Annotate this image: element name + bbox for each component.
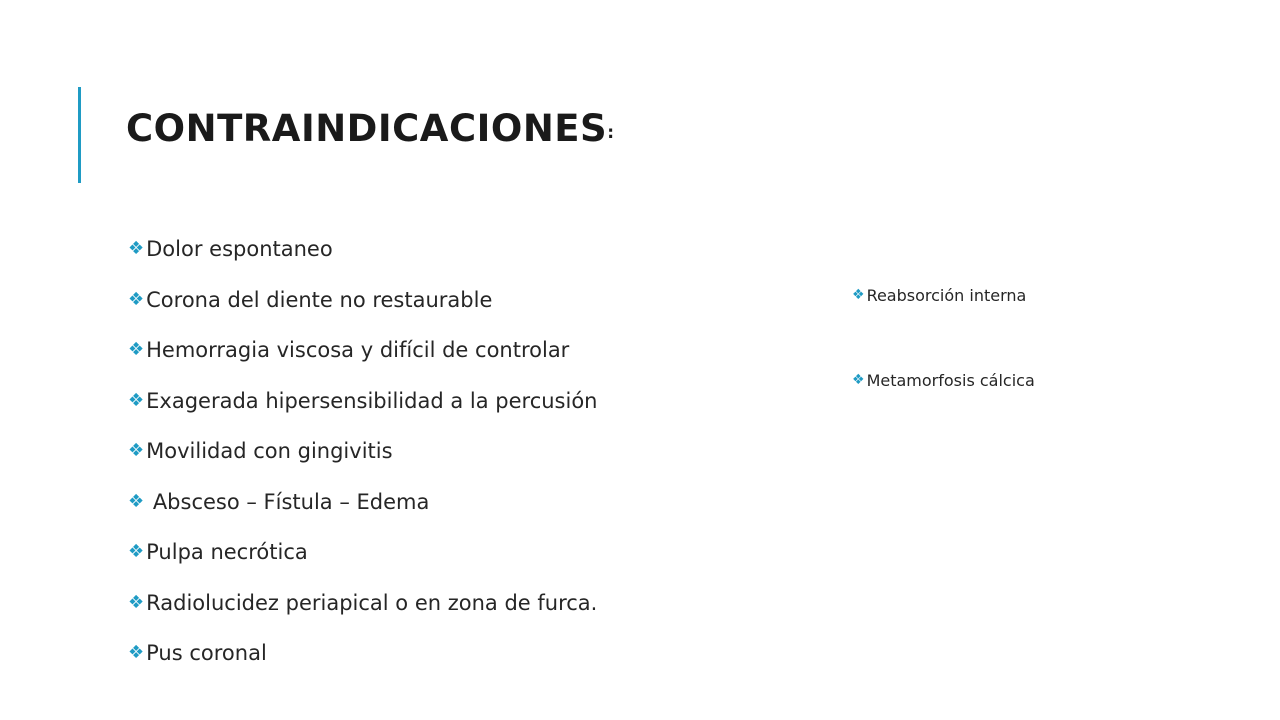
list-item-text: Absceso – Fístula – Edema [146,489,430,514]
contraindications-list-left [128,224,597,679]
list-item [128,224,597,275]
list-item-text: Metamorfosis cálcica [866,370,1035,390]
list-item [128,527,597,578]
list-item [128,275,597,326]
list-item [852,358,1035,402]
list-item-text: Corona del diente no restaurable [146,287,493,312]
list-item [128,376,597,427]
list-item-text: Radiolucidez periapical o en zona de furca. [146,590,598,615]
list-item-text: Movilidad con gingivitis [146,439,393,464]
list-item-text: Hemorragia viscosa y difícil de controlar [146,338,570,363]
diamond-bullet-icon: ❖ [128,440,145,462]
slide-title [126,104,615,161]
list-item-text: Reabsorción interna [866,285,1027,305]
diamond-bullet-icon: ❖ [128,591,145,613]
diamond-bullet-icon: ❖ [852,287,865,303]
diamond-bullet-icon: ❖ [128,389,145,411]
slide-title-text: CONTRAINDICACIONES [126,107,608,150]
slide-title-colon: : [607,123,615,143]
diamond-bullet-icon: ❖ [128,490,145,512]
diamond-bullet-icon: ❖ [128,288,145,310]
list-item [128,477,597,528]
diamond-bullet-icon: ❖ [128,238,145,260]
list-item [128,628,597,679]
contraindications-list-right [852,273,1035,402]
diamond-bullet-icon: ❖ [128,339,145,361]
list-item-text: Dolor espontaneo [146,237,333,262]
diamond-bullet-icon: ❖ [128,642,145,664]
title-accent-bar [78,87,81,183]
diamond-bullet-icon: ❖ [852,372,865,388]
list-item [852,273,1035,317]
list-item-text: Exagerada hipersensibilidad a la percusión [146,388,598,413]
list-item [128,578,597,629]
diamond-bullet-icon: ❖ [128,541,145,563]
list-item [128,325,597,376]
list-item-text: Pus coronal [146,641,267,666]
list-item [128,426,597,477]
list-item-text: Pulpa necrótica [146,540,308,565]
